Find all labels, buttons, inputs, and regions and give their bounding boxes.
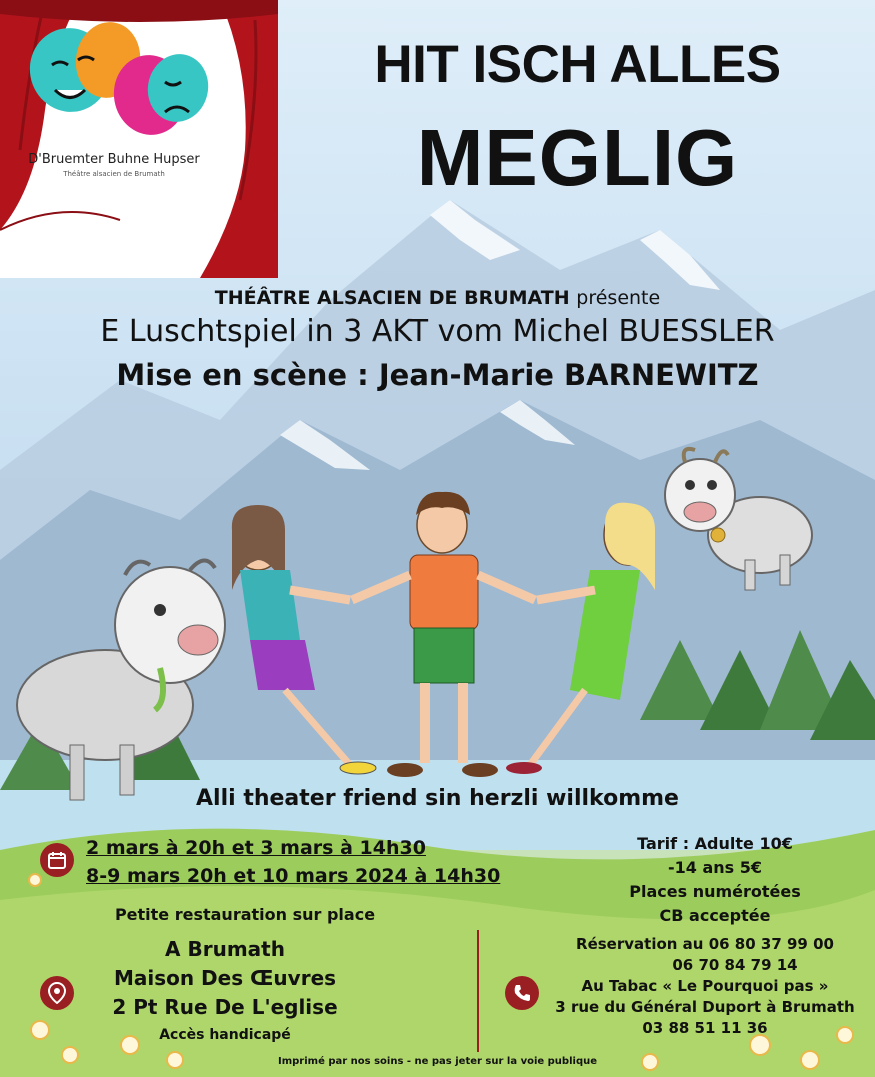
address-city: A Brumath (165, 937, 285, 961)
location-pin-icon (40, 976, 74, 1010)
title-line-1: HIT ISCH ALLES (374, 35, 781, 94)
director-line: Mise en scène : Jean-Marie BARNEWITZ (116, 358, 759, 392)
reservation-phone-1: Réservation au 06 80 37 99 00 (576, 935, 834, 953)
logo-subtitle: Théâtre alsacien de Brumath (63, 170, 165, 178)
company-name: THÉÂTRE ALSACIEN DE BRUMATH (214, 287, 570, 309)
date-line: 2 mars à 20h et 3 mars à 14h30 (86, 837, 426, 859)
theater-masks-icon (0, 0, 278, 278)
title-line-2: MEGLIG (416, 113, 739, 202)
price-child: -14 ans 5€ (667, 858, 763, 877)
seating-info: Places numérotées (629, 882, 801, 901)
footer-note: Imprimé par nos soins - ne pas jeter sur la voie publique (278, 1056, 597, 1067)
address-venue: Maison Des Œuvres (113, 966, 337, 990)
presents-line (0, 287, 875, 309)
reservation-shop: Au Tabac « Le Pourquoi pas » (581, 977, 829, 995)
address-street: 2 Pt Rue De L'eglise (112, 995, 338, 1019)
venue-address (90, 935, 360, 1022)
accessibility-info: Accès handicapé (159, 1027, 291, 1043)
payment-info: CB acceptée (659, 906, 771, 925)
pricing-block (600, 832, 830, 928)
logo-name: D'Bruemter Buhne Hupser (28, 152, 200, 167)
presents-verb: présente (576, 287, 661, 309)
restauration-info: Petite restauration sur place (114, 905, 376, 924)
divider (477, 930, 479, 1052)
theater-logo (0, 0, 278, 278)
performance-dates (86, 834, 500, 890)
phone-icon (505, 976, 539, 1010)
welcome-text: Alli theater friend sin herzli willkomme (196, 786, 679, 811)
reservation-phone-2: 06 70 84 79 14 (672, 956, 798, 974)
date-line: 8-9 mars 20h et 10 mars 2024 à 14h30 (86, 865, 501, 887)
price-adult: Tarif : Adulte 10€ (637, 834, 793, 853)
play-line: E Luschtspiel in 3 AKT vom Michel BUESSLER (100, 314, 775, 349)
reservation-shop-phone: 03 88 51 11 36 (642, 1019, 768, 1037)
reservation-address: 3 rue du Général Duport à Brumath (555, 998, 855, 1016)
reservation-block (540, 934, 870, 1039)
calendar-icon (40, 843, 74, 877)
